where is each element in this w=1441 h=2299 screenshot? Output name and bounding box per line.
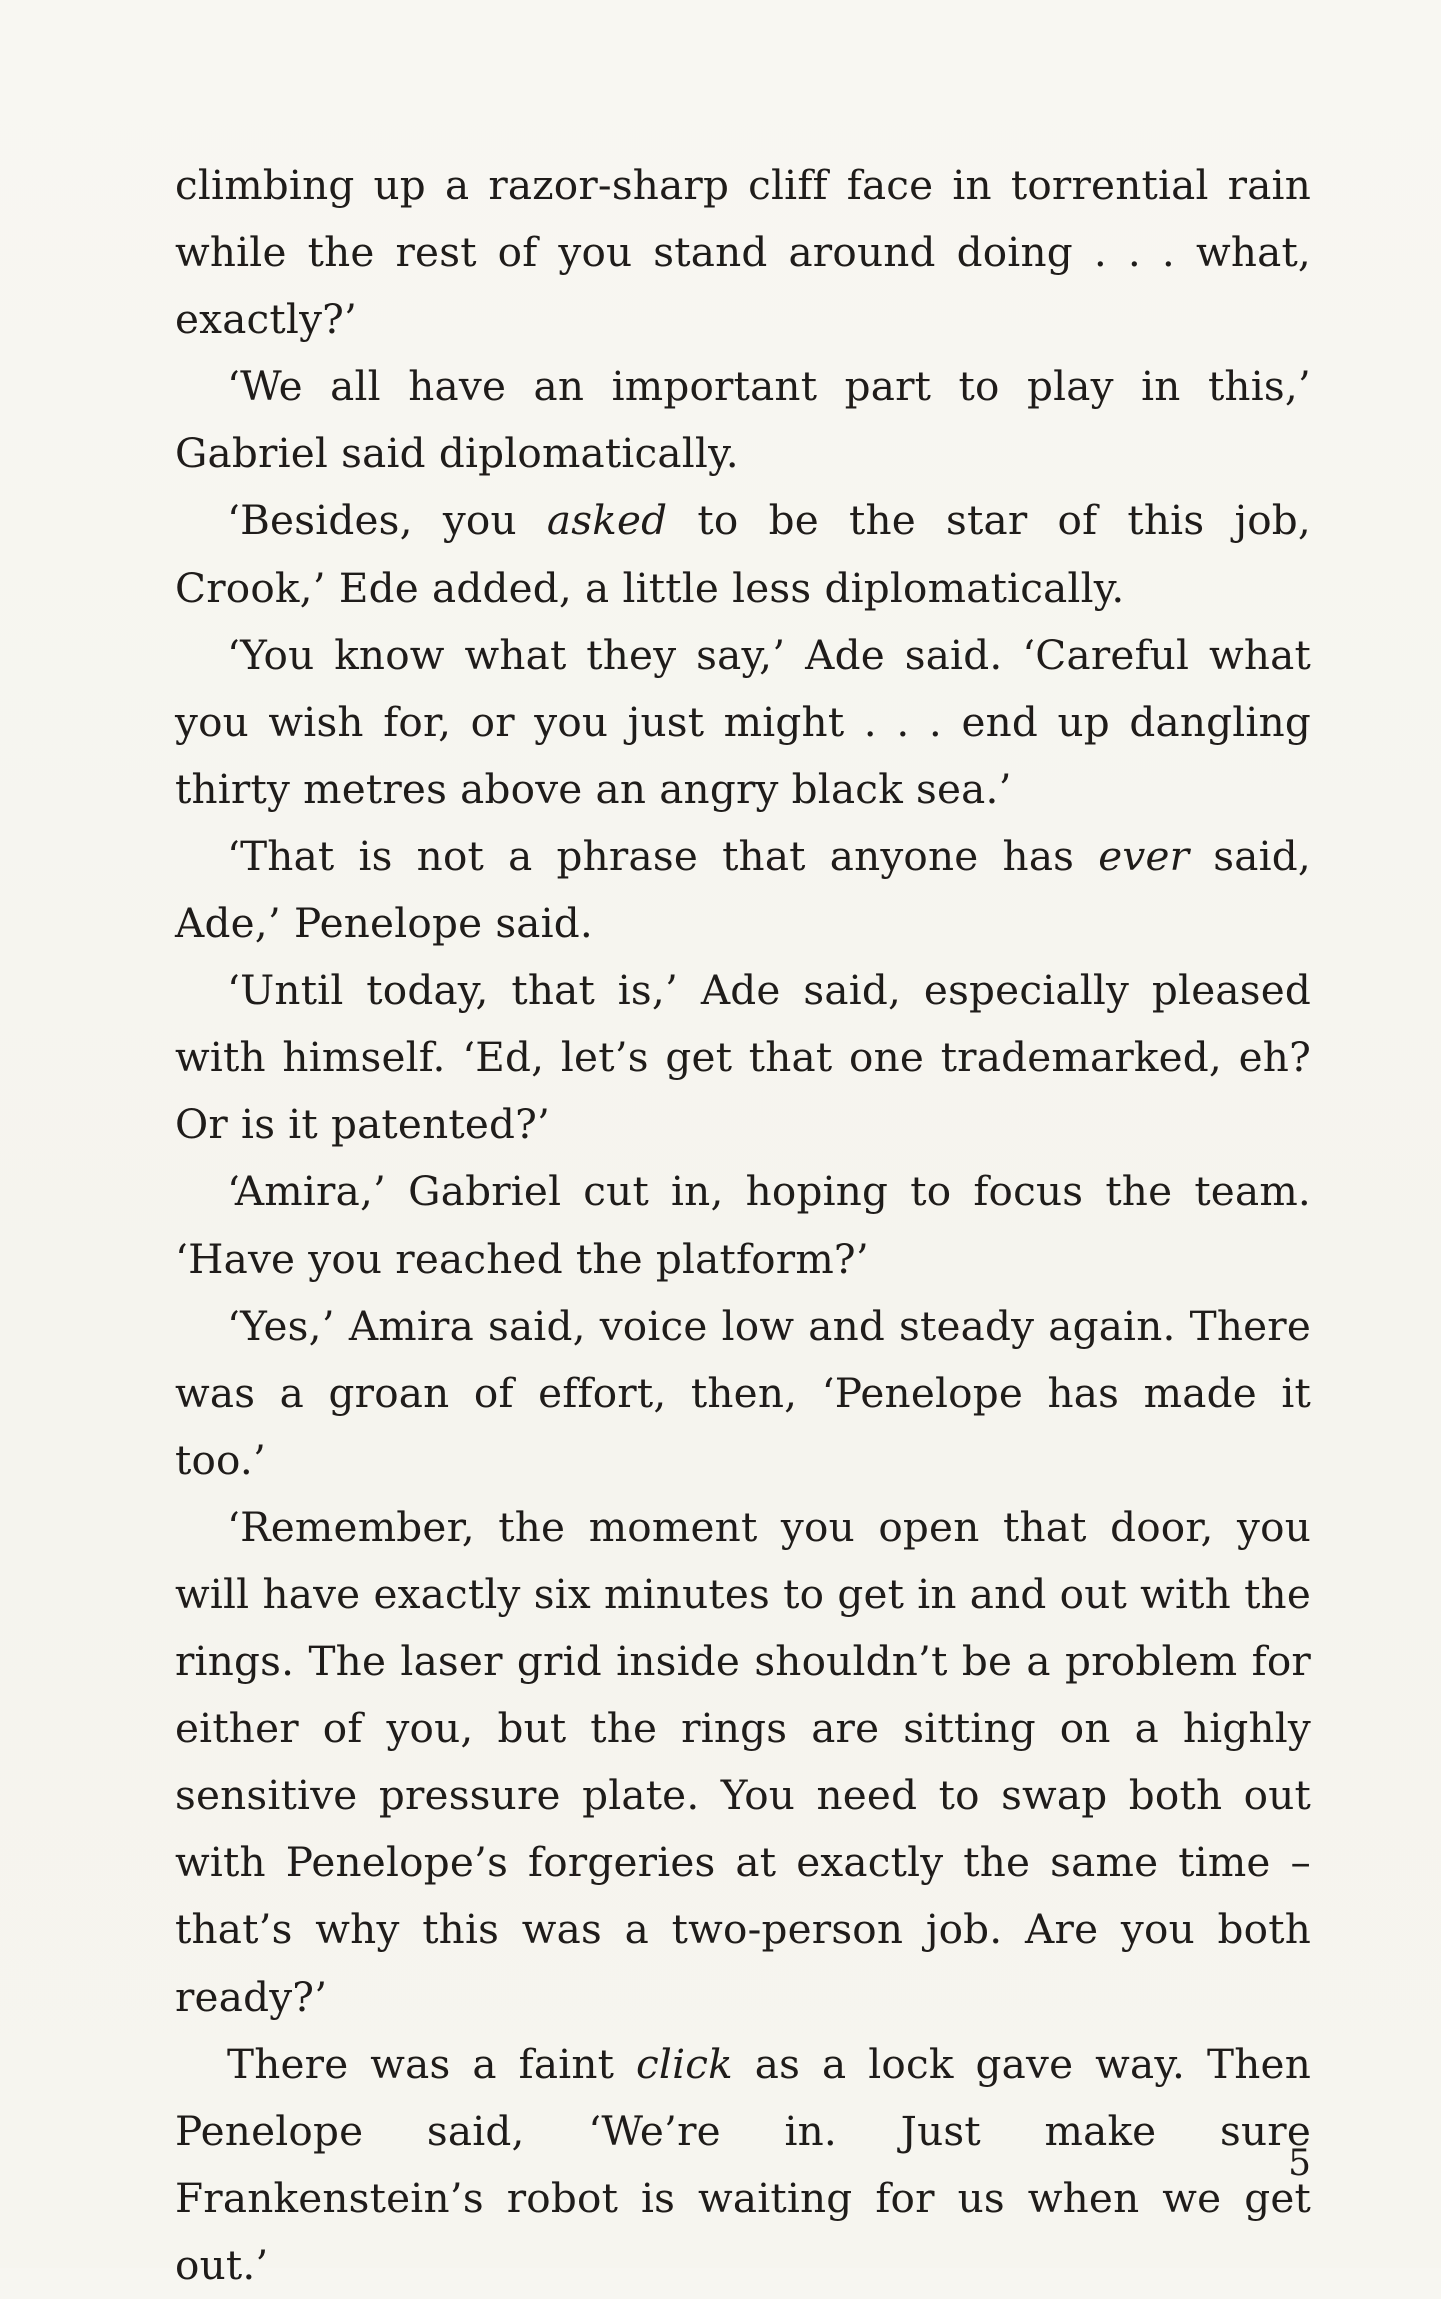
paragraph-text: as a lock gave way. Then Penelope said, ‘We’re in. Just make sure Frankenstein’s robot is waiting for us when we get out.’: [175, 2039, 1311, 2289]
body-text: [175, 152, 1311, 2299]
emphasis-click: click: [636, 2039, 733, 2088]
paragraph-amira-platform: ‘Amira,’ Gabriel cut in, hoping to focus the team. ‘Have you reached the platform?’: [175, 1167, 1311, 1283]
page-number: 5: [1288, 2143, 1311, 2184]
paragraph-text: said, Ade,’ Penelope said.: [175, 831, 1311, 948]
emphasis-ever: ever: [1098, 831, 1190, 880]
paragraph-until-today: ‘Until today, that is,’ Ade said, especially pleased with himself. ‘Ed, let’s get that one trademarked, eh? Or is it patented?’: [175, 966, 1311, 1149]
paragraph-yes-amira: ‘Yes,’ Amira said, voice low and steady again. There was a groan of effort, then, ‘Penelope has made it too.’: [175, 1301, 1311, 1484]
paragraph-gabriel-diplomatic: ‘We all have an important part to play in this,’ Gabriel said diplomatically.: [175, 362, 1311, 478]
paragraph-ever-said: [175, 823, 1311, 957]
paragraph-remember-door: ‘Remember, the moment you open that door, you will have exactly six minutes to get in and out with the rings. The laser grid inside shouldn’t be a problem for either of you, but the rings are sitting on a highly sensitive pressure plate. You need to swap both out with Penelope’s forgeries at exactly the same time – that’s why this was a two-person job. Are you both ready?’: [175, 1502, 1311, 2021]
paragraph-text: ‘Besides, you: [227, 496, 547, 545]
paragraph-careful-what-you-wish: ‘You know what they say,’ Ade said. ‘Careful what you wish for, or you just might . . . end up dangling thirty metres above an angry black sea.’: [175, 630, 1311, 813]
paragraph-continuation: climbing up a razor-sharp cliff face in torrential rain while the rest of you stand around doing . . . what, exactly?’: [175, 161, 1311, 344]
emphasis-asked: asked: [546, 496, 668, 545]
paragraph-text: ‘That is not a phrase that anyone has: [227, 831, 1099, 880]
paragraph-text: to be the star of this job, Crook,’ Ede added, a little less diplomatically.: [175, 496, 1311, 612]
paragraph-besides-asked: [175, 487, 1311, 621]
paragraph-text: There was a faint: [227, 2039, 637, 2088]
paragraph-faint-click: [175, 2031, 1311, 2299]
